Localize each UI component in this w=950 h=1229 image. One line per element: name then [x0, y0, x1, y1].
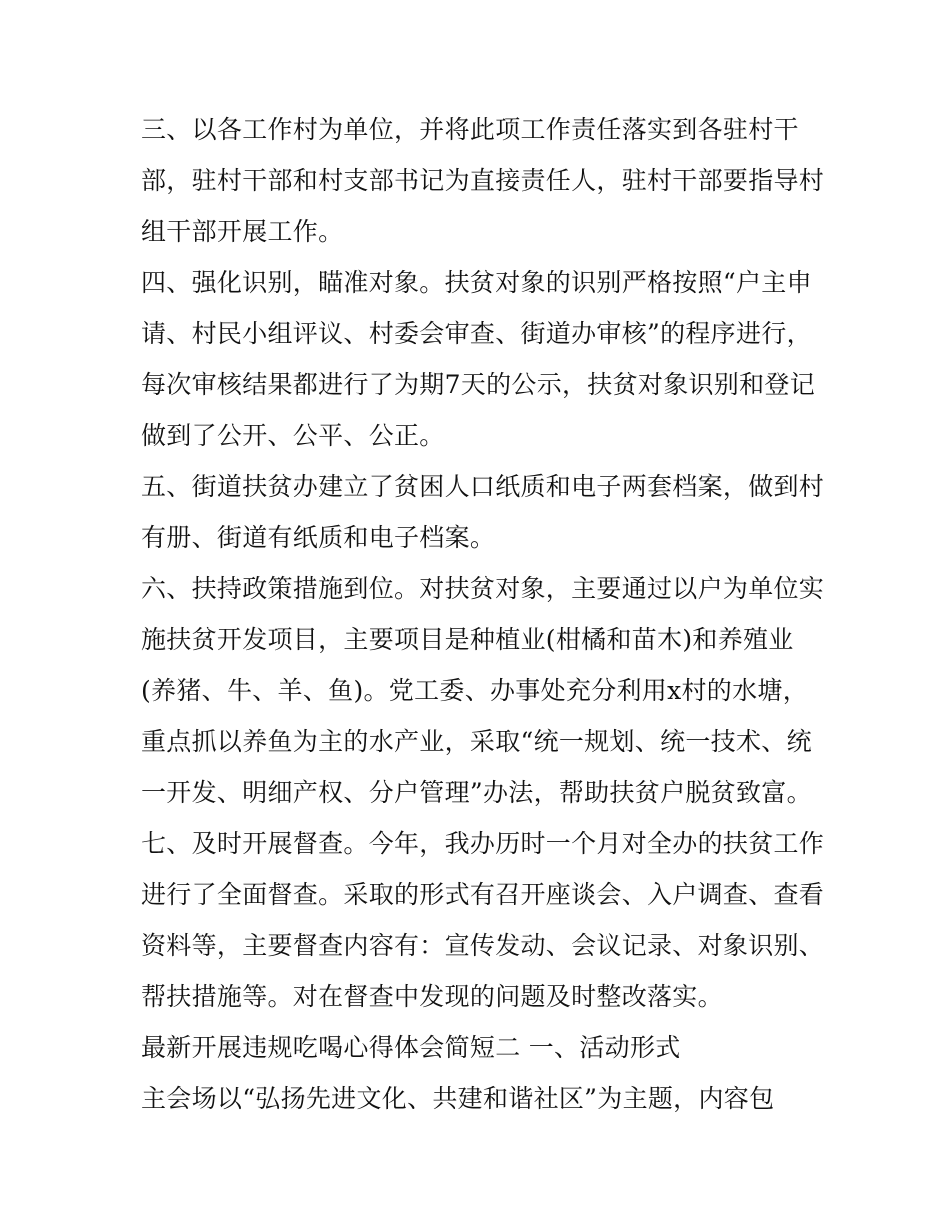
text-line: 重点抓以养鱼为主的水产业，采取“统一规划、统一技术、统 [141, 727, 812, 756]
text-line: 主会场以“弘扬先进文化、共建和谐社区”为主题，内容包 [141, 1084, 775, 1113]
text-line: 七、及时开展督查。今年，我办历时一个月对全办的扶贫工作 [141, 829, 825, 858]
text-line: 六、扶持政策措施到位。对扶贫对象，主要通过以户为单位实 [141, 574, 825, 603]
section-heading: 最新开展违规吃喝心得体会简短二 一、活动形式 [141, 1033, 681, 1062]
text-line: 组干部开展工作。 [141, 217, 344, 246]
text-line: 四、强化识别，瞄准对象。扶贫对象的识别严格按照“户主申 [141, 268, 812, 297]
text-line: 一开发、明细产权、分户管理”办法，帮助扶贫户脱贫致富。 [141, 778, 812, 807]
text-line: 帮扶措施等。对在督查中发现的问题及时整改落实。 [141, 982, 723, 1011]
text-line: 做到了公开、公平、公正。 [141, 421, 445, 450]
text-line: 每次审核结果都进行了为期7天的公示，扶贫对象识别和登记 [141, 370, 816, 399]
text-line: 施扶贫开发项目，主要项目是种植业(柑橘和苗木)和养殖业 [141, 625, 794, 654]
text-line: 三、以各工作村为单位，并将此项工作责任落实到各驻村干 [141, 115, 799, 144]
text-line: 资料等，主要督查内容有：宣传发动、会议记录、对象识别、 [141, 931, 825, 960]
text-line: 进行了全面督查。采取的形式有召开座谈会、入户调查、查看 [141, 880, 825, 909]
document-body [141, 104, 825, 1124]
text-line: 有册、街道有纸质和电子档案。 [141, 523, 496, 552]
text-line: 请、村民小组评议、村委会审查、街道办审核”的程序进行， [141, 319, 812, 348]
text-line: 部，驻村干部和村支部书记为直接责任人，驻村干部要指导村 [141, 166, 825, 195]
text-line: (养猪、牛、羊、鱼)。党工委、办事处充分利用x村的水塘， [141, 676, 809, 705]
text-line: 五、街道扶贫办建立了贫困人口纸质和电子两套档案，做到村 [141, 472, 825, 501]
